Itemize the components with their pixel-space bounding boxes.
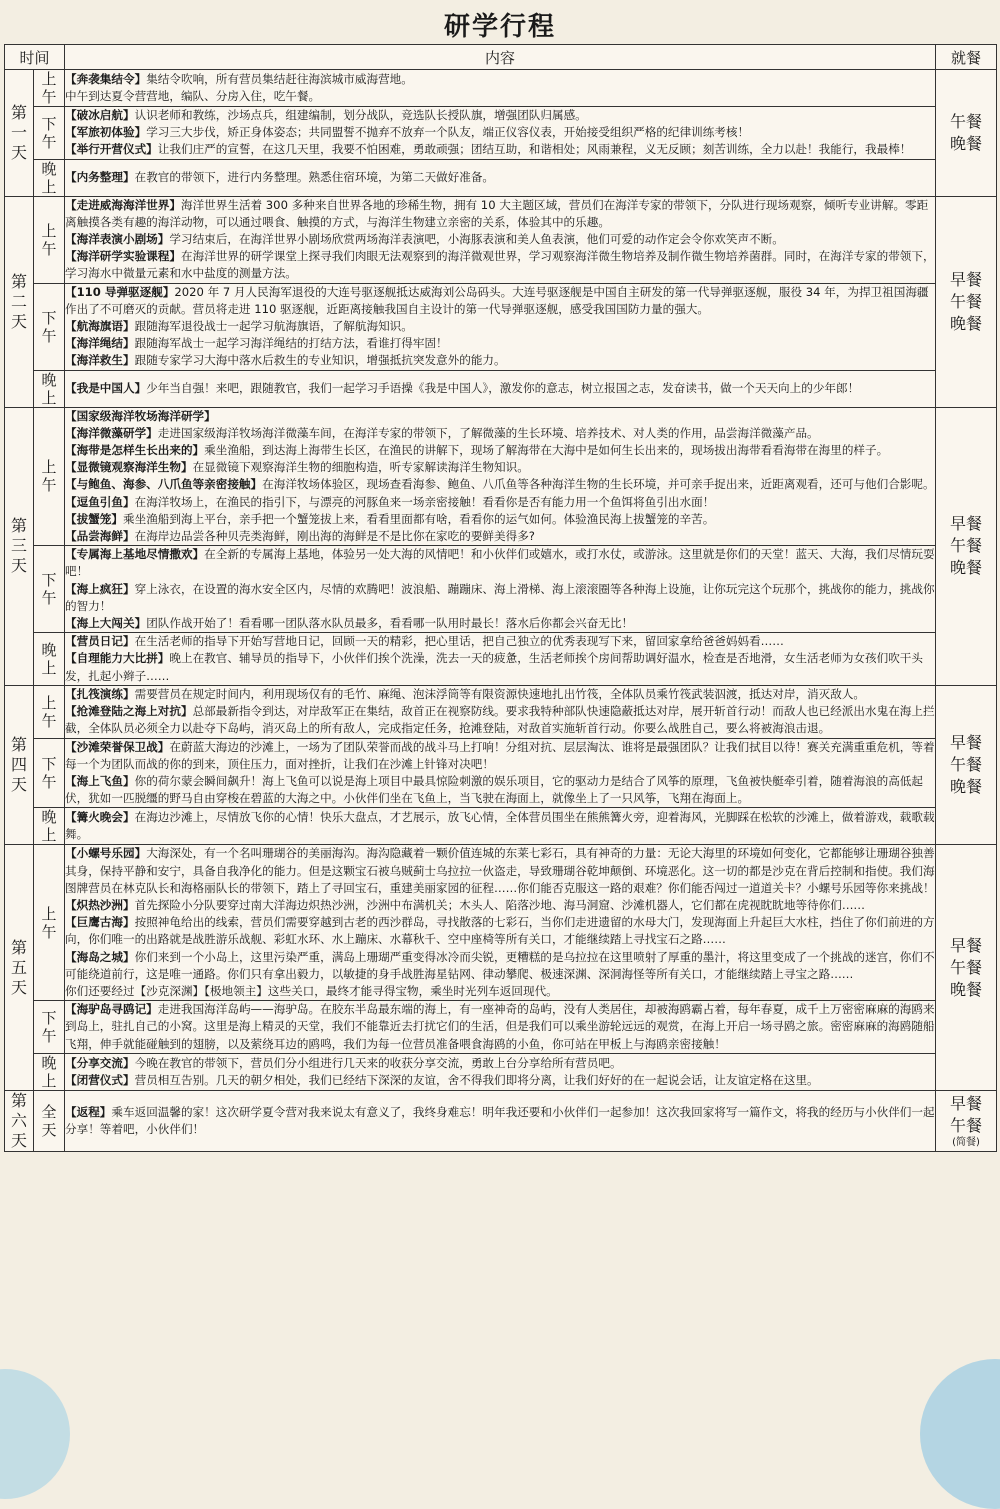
- activity-tag: 【举行开营仪式】: [65, 142, 158, 157]
- period-content: [65, 159, 936, 196]
- activity-tag: 【航海旗语】: [65, 319, 135, 334]
- activity-item: [65, 88, 935, 105]
- activity-tag: 【逗鱼引鱼】: [65, 494, 135, 509]
- period-label: [34, 370, 65, 407]
- activity-tag: 【破冰启航】: [65, 108, 135, 122]
- decorative-wave-bottom-right: [920, 1359, 1000, 1509]
- period-content: [65, 1090, 936, 1151]
- period-label: [34, 159, 65, 196]
- activity-text: 让我们庄严的宣誓，在这几天里，我要不怕困难，勇敢顽强；团结互助，和谐相处；风雨兼程，义无反顾；刻苦训练，全力以赴！我能行，我最棒！: [157, 142, 912, 157]
- activity-item: [65, 1104, 935, 1138]
- activity-item: [65, 442, 935, 459]
- activity-item: [65, 318, 935, 335]
- activity-item: [65, 650, 935, 684]
- activity-item: [65, 845, 935, 897]
- meal-label: 晚餐: [950, 979, 983, 999]
- activity-tag: 【海上大闯关】: [65, 616, 147, 631]
- activity-text: 在全新的专属海上基地，体验另一处大海的风情吧！和小伙伴们或嬉水，或打水仗，或游泳。这里就是你们的天堂！蓝天、大海，我们尽情玩耍吧！: [65, 547, 935, 579]
- activity-item: [65, 1001, 935, 1053]
- activity-text: 今晚在教官的带领下，营员们分小组进行几天来的收获分享交流，勇敢上台分享给所有营员吧。: [134, 1055, 622, 1070]
- period-content: [65, 107, 936, 160]
- period-row: [5, 70, 997, 107]
- activity-item: [65, 914, 935, 948]
- activity-text: 大海深处，有一个名叫珊瑚谷的美丽海沟。海沟隐藏着一颗价值连城的东莱七彩石，具有神奇的力量：无论大海里的环境如何变化，它都能够让珊瑚谷独善其身，保持平静和安宁，具备自我净化的能力。但是这颗宝石被乌贼蓟士乌拉拉一伙盗走，导致珊瑚谷乾坤颠倒、环境恶化。这一切的都是沙克在背后控制和指使。我们海图牌营员在林克队长和海格丽队长的带领下，踏上了寻回宝石，重建美丽家园的征程……你们能否克服这一路的艰难？你们能否闯过一道道关卡？小螺号乐园等你来挑战！: [65, 846, 935, 895]
- period-label: [34, 808, 65, 845]
- activity-tag: 【海驴岛寻鸥记】: [65, 1002, 158, 1017]
- period-content: [65, 546, 936, 633]
- period-label-text: 下午: [41, 308, 57, 345]
- activity-text: 走进我国海洋岛屿——海驴岛。在胶东半岛最东端的海上，有一座神奇的岛屿，没有人类居住，却被海鸥霸占着，每年春夏，成千上万密密麻麻的海鸥来到岛上，驻扎自己的小窝。这里是海上精灵的天堂，我们不能靠近去打扰它们的生活，但是我们可以乘坐游轮远远的观赏，在海上开启一场寻鸥之旅。密密麻麻的海鸥随船飞翔，伸手就能碰触到的翅膀，以及萦绕耳边的鸥鸣，我们为每一位营员准备喂食海鸥的小鱼，你可站在甲板上与海鸥亲密接触！: [65, 1002, 935, 1051]
- activity-tag: 【专属海上基地尽情撒欢】: [65, 547, 205, 562]
- activity-tag: 【拔蟹笼】: [65, 511, 123, 526]
- activity-item: [65, 248, 935, 282]
- activity-tag: 【与鲍鱼、海参、八爪鱼等亲密接触】: [65, 477, 263, 492]
- activity-tag: 【分享交流】: [65, 1055, 135, 1070]
- activity-item: [65, 1072, 935, 1089]
- activity-text: 跟随海军退役战士一起学习航海旗语，了解航海知识。: [134, 319, 413, 334]
- period-label-text: 晚上: [41, 641, 57, 678]
- activity-tag: 【走进威海海洋世界】: [65, 197, 181, 212]
- activity-text: 在海边沙滩上，尽情放飞你的心情！快乐大盘点，才艺展示，放飞心情，全体营员围坐在熊熊篝火旁，迎着海风，光脚踩在松软的沙滩上，做着游戏，载歌载舞。: [65, 810, 935, 842]
- meal-cell: [936, 407, 997, 685]
- activity-item: [65, 425, 935, 442]
- activity-text: 团队作战开始了！看看哪一团队落水队员最多，看看哪一队用时最长！落水后你都会兴奋无比！: [146, 616, 634, 631]
- activity-tag: 【营员日记】: [65, 634, 135, 649]
- activity-item: [65, 897, 935, 914]
- period-row: [5, 808, 997, 845]
- activity-tag: 【海洋微藻研学】: [65, 425, 158, 440]
- activity-text: 乘坐渔船，到达海上海带生长区，在渔民的讲解下，现场了解海带在大海中是如何生长出来的，现场拔出海带看看海带在海里的样子。: [204, 443, 889, 458]
- activity-text: 中午到达夏令营营地，编队、分房入住，吃午餐。: [65, 89, 321, 103]
- period-row: [5, 633, 997, 686]
- activity-tag: 【海带是怎样生长出来的】: [65, 443, 205, 458]
- period-label-text: 上午: [41, 693, 57, 730]
- period-label-text: 晚上: [41, 1053, 57, 1090]
- activity-text: 你的荷尔蒙会瞬间飙升！海上飞鱼可以说是海上项目中最具惊险刺激的娱乐项目，它的驱动力是结合了风筝的原理，飞鱼被快艇牵引着，随着海浪的高低起伏，犹如一匹脱缰的野马自由穿梭在碧蓝的大海之中。小伙伴们坐在飞鱼上，当飞驶在海面上，就像坐上了一只风筝，飞翔在海面上。: [65, 773, 923, 806]
- activity-item: [65, 408, 935, 425]
- activity-item: [65, 352, 935, 369]
- meal-label: 午餐: [950, 755, 983, 775]
- activity-tag: 【海岛之城】: [65, 949, 135, 964]
- day-label-text: 第二天: [10, 271, 27, 331]
- activity-text: 走进国家级海洋牧场海洋微藻车间，在海洋专家的带领下，了解微藻的生长环境、培养技术、对人类的作用，品尝海洋微藻产品。: [157, 425, 819, 440]
- period-row: [5, 407, 997, 546]
- period-row: [5, 370, 997, 407]
- day-label: [5, 407, 34, 685]
- period-content: [65, 685, 936, 738]
- meal-cell: [936, 1090, 997, 1151]
- period-content: [65, 196, 936, 283]
- period-content: [65, 738, 936, 808]
- activity-item: [65, 124, 935, 141]
- activity-item: [65, 380, 935, 397]
- activity-item: [65, 511, 935, 528]
- period-content: [65, 283, 936, 370]
- meal-label: 早餐: [950, 733, 983, 753]
- meal-label: 午餐: [950, 291, 983, 311]
- activity-item: [65, 107, 935, 124]
- period-label: [34, 738, 65, 808]
- meal-cell: [936, 70, 997, 197]
- activity-item: [65, 231, 935, 248]
- period-label: [34, 196, 65, 283]
- meal-cell: [936, 685, 997, 844]
- period-label: [34, 633, 65, 686]
- meal-label: 晚餐: [950, 133, 983, 153]
- activity-text: 在海岸边品尝各种贝壳类海鲜，刚出海的海鲜是不是比你在家吃的要鲜美得多?: [134, 529, 535, 544]
- activity-item: [65, 703, 935, 737]
- activity-item: [65, 1055, 935, 1072]
- period-row: [5, 283, 997, 370]
- day-label: [5, 1090, 34, 1151]
- page-title: 研学行程: [443, 12, 556, 42]
- decorative-wave-bottom-left: [0, 1369, 70, 1499]
- meal-label: 午餐: [950, 957, 983, 977]
- period-label: [34, 1053, 65, 1090]
- activity-item: [65, 459, 935, 476]
- activity-text: 乘坐渔船到海上平台，亲手把一个蟹笼拔上来，看看里面都有啥，看看你的运气如何。体验渔民海上拔蟹笼的辛苦。: [123, 511, 715, 526]
- activity-text: 在生活老师的指导下开始写营地日记，回顾一天的精彩，把心里话，把自己独立的优秀表现写下来，留回家拿给爸爸妈妈看……: [134, 634, 784, 649]
- activity-item: [65, 686, 935, 703]
- activity-item: [65, 773, 935, 807]
- activity-item: [65, 476, 935, 493]
- activity-text: 需要营员在规定时间内，利用现场仅有的毛竹、麻绳、泡沫浮筒等有限资源快速地扎出竹筏，全体队员乘竹筏武装泅渡，抵达对岸，消灭敌人。: [134, 686, 866, 701]
- itinerary-body: [5, 70, 997, 1152]
- period-content: [65, 1053, 936, 1090]
- activity-text: 海洋世界生活着 300 多种来自世界各地的珍稀生物，拥有 10 大主题区域，营员们在海洋专家的带领下，分队进行现场观察，倾听专业讲解。零距离触摸各类有趣的海洋动物，可以通过喂食、触摸的方式，与海洋生物建立亲密的关系，体验其中的乐趣。: [65, 197, 929, 229]
- activity-item: [65, 949, 935, 983]
- header-meal: 就餐: [936, 45, 997, 70]
- activity-tag: 【国家级海洋牧场海洋研学】: [65, 408, 216, 423]
- day-label: [5, 196, 34, 407]
- activity-item: [65, 546, 935, 580]
- period-label-text: 上午: [41, 904, 57, 941]
- period-label: [34, 845, 65, 1001]
- activity-text: 穿上泳衣，在设置的海水安全区内，尽情的欢腾吧！波浪船、蹦蹦床、海上滑梯、海上滚滚圈等各种海上设施，让你玩完这个玩那个，挑战你的能力，挑战你的智力！: [65, 581, 935, 613]
- period-content: [65, 70, 936, 107]
- period-label-text: 下午: [41, 571, 57, 608]
- activity-tag: 【我是中国人】: [65, 381, 147, 396]
- activity-tag: 【海洋研学实验课程】: [65, 249, 181, 264]
- period-label-text: 晚上: [41, 370, 57, 407]
- period-label-text: 晚上: [41, 159, 57, 196]
- activity-item: [65, 197, 935, 231]
- activity-text: 少年当自强！来吧，跟随教官，我们一起学习手语操《我是中国人》，激发你的意志，树立报国之志，发奋读书，做一个天天向上的少年郎！: [146, 381, 860, 396]
- activity-item: [65, 581, 935, 615]
- meal-note: (简餐): [952, 1136, 980, 1148]
- activity-text: 在蔚蓝大海边的沙滩上，一场为了团队荣誉而战的战斗马上打响！分组对抗、层层淘汰、谁将是最强团队？让我们拭目以待！赛关充满重重危机，等着每一个为团队而战的你的到来，顶住压力，面对挫折，让我们在沙滩上针锋对决吧！: [65, 739, 935, 771]
- period-label: [34, 70, 65, 107]
- period-row: [5, 738, 997, 808]
- activity-tag: 【炽热沙洲】: [65, 897, 135, 912]
- period-content: [65, 808, 936, 845]
- period-label-text: 晚上: [41, 808, 57, 845]
- meal-label: 早餐: [950, 269, 983, 289]
- activity-tag: 【巨鹰古海】: [65, 915, 135, 930]
- period-row: [5, 1090, 997, 1151]
- activity-item: [65, 528, 935, 545]
- activity-text: 学习结束后，在海洋世界小剧场欣赏两场海洋表演吧，小海豚表演和美人鱼表演，他们可爱的动作定会令你欢笑声不断。: [169, 232, 784, 247]
- meal-label: 午餐: [950, 1115, 983, 1135]
- period-content: [65, 633, 936, 686]
- activity-item: [65, 809, 935, 843]
- activity-text: 在显微镜下观察海洋生物的细胞构造，听专家解读海洋生物知识。: [192, 460, 529, 475]
- period-content: [65, 407, 936, 546]
- header-row: [5, 45, 997, 70]
- activity-item: [65, 71, 935, 88]
- activity-text: 认识老师和教练，沙场点兵，组建编制，划分战队，竞选队长授队旗，增强团队归属感。: [134, 108, 587, 122]
- activity-item: [65, 284, 935, 318]
- period-label: [34, 107, 65, 160]
- period-label-text: 下午: [41, 754, 57, 791]
- period-row: [5, 107, 997, 160]
- activity-text: 在教官的带领下，进行内务整理。熟悉住宿环境，为第二天做好准备。: [134, 170, 495, 184]
- meal-label: 晚餐: [950, 777, 983, 797]
- day-label: [5, 685, 34, 844]
- activity-item: [65, 169, 935, 186]
- activity-tag: 【内务整理】: [65, 170, 135, 184]
- day-label-text: 第六天: [10, 1090, 27, 1150]
- activity-tag: 【海洋表演小剧场】: [65, 232, 170, 247]
- activity-tag: 【110 导弹驱逐舰】: [65, 284, 175, 299]
- period-label: [34, 1090, 65, 1151]
- period-row: [5, 546, 997, 633]
- period-label-text: 上午: [41, 70, 57, 106]
- activity-text: 学习三大步伐，矫正身体姿态；共同盟誓不抛弃不放弃一个队友，端正仪容仪表，开始接受组织严格的纪律训练考核！: [146, 125, 750, 140]
- activity-item: [65, 615, 935, 632]
- meal-label: 早餐: [950, 1093, 983, 1113]
- period-label-text: 下午: [41, 114, 57, 151]
- activity-tag: 【沙滩荣誉保卫战】: [65, 739, 170, 754]
- period-label: [34, 407, 65, 546]
- activity-text: 总部最新指令到达，对岸敌军正在集结，敌首正在视察防线。要求我特种部队快速隐蔽抵达对岸，展开斩首行动！而敌人也已经派出水鬼在海上拦截，全体队员必须全力以赴夺下岛屿，消灭岛上的所有敌人，完成指定任务，抢滩登陆，对敌首实施斩首行动。你要么战胜自己，要么将被海浪击退。: [65, 704, 935, 736]
- day-label-text: 第四天: [10, 735, 27, 795]
- period-label: [34, 546, 65, 633]
- period-label-text: 上午: [41, 458, 57, 495]
- period-row: [5, 196, 997, 283]
- day-label-text: 第五天: [10, 937, 27, 997]
- activity-item: [65, 983, 935, 1000]
- period-label: [34, 685, 65, 738]
- meal-label: 午餐: [950, 111, 983, 131]
- activity-tag: 【奔袭集结令】: [65, 71, 147, 86]
- activity-text: 跟随海军战士一起学习海洋绳结的打结方法，看谁打得牢固！: [134, 336, 448, 351]
- day-label: [5, 845, 34, 1090]
- period-label-text: 全天: [41, 1102, 57, 1139]
- activity-text: 你们还要经过【沙克深渊】【极地领主】这些关口，最终才能寻得宝物，乘坐时光列车返回现代。: [65, 983, 558, 998]
- meal-label: 晚餐: [950, 558, 983, 578]
- activity-tag: 【海洋救生】: [65, 353, 135, 368]
- activity-tag: 【海上飞鱼】: [65, 773, 135, 788]
- period-row: [5, 1053, 997, 1090]
- activity-item: [65, 739, 935, 773]
- activity-tag: 【篝火晚会】: [65, 810, 135, 825]
- activity-tag: 【品尝海鲜】: [65, 529, 135, 544]
- meal-label: 午餐: [950, 536, 983, 556]
- activity-tag: 【小螺号乐园】: [65, 846, 147, 861]
- period-row: [5, 159, 997, 196]
- period-row: [5, 1001, 997, 1054]
- activity-tag: 【军旅初体验】: [65, 125, 147, 140]
- period-row: [5, 845, 997, 1001]
- period-label: [34, 283, 65, 370]
- period-content: [65, 845, 936, 1001]
- meal-label: 早餐: [950, 935, 983, 955]
- day-label: [5, 70, 34, 197]
- activity-tag: 【海上疯狂】: [65, 581, 135, 596]
- period-label-text: 下午: [41, 1008, 57, 1045]
- period-row: [5, 685, 997, 738]
- meal-label: 早餐: [950, 514, 983, 534]
- period-label: [34, 1001, 65, 1054]
- activity-item: [65, 335, 935, 352]
- activity-text: 晚上在教官、辅导员的指导下，小伙伴们挨个洗澡，洗去一天的疲惫，生活老师挨个房间帮助调好温水，检查是否地滑，女生活老师为女孩们吹干头发，扎起小辫子……: [65, 651, 923, 683]
- meal-label: 晚餐: [950, 313, 983, 333]
- period-content: [65, 370, 936, 407]
- activity-text: 你们来到一个小岛上，这里污染严重，满岛上珊瑚严重变得冰冷而尖锐，更糟糕的是乌拉拉在这里喷射了厚重的墨汁，将这里变成了一个挑战的迷宫，你们不可能绕道前行，这是唯一通路。你们只有拿出毅力，以敏捷的身手战胜海星钻网、律动攀爬、极速深渊、深洞海怪等所有关口，才能继续踏上寻宝之路……: [65, 949, 935, 981]
- activity-text: 在海洋牧场上，在渔民的指引下，与漂亮的河豚鱼来一场亲密接触！看看你是否有能力用一个鱼饵将鱼引出水面！: [134, 494, 715, 509]
- header-content: 内容: [65, 45, 936, 70]
- activity-text: 2020 年 7 月人民海军退役的大连号驱逐舰抵达威海刘公岛码头。大连号驱逐舰是中国自主研发的第一代导弹驱逐舰，服役 34 年，为捍卫祖国海疆作出了不可磨灭的贡献。营员将走进 110 驱逐舰，近距离接触我国自主设计的第一代导弹驱逐舰，感受我国国防力量的强大。: [65, 284, 929, 316]
- activity-text: 集结令吹响，所有营员集结赶往海滨城市威海营地。: [146, 71, 413, 86]
- meal-cell: [936, 196, 997, 407]
- activity-tag: 【闭营仪式】: [65, 1072, 135, 1087]
- activity-text: 首先探险小分队要穿过南大洋海边炽热沙洲，沙洲中布满机关；木头人、陷落沙地、海马洞窟、沙滩机器人，它们都在虎视眈眈地等待你们……: [134, 897, 866, 912]
- activity-tag: 【自理能力大比拼】: [65, 651, 170, 666]
- itinerary-table: [4, 44, 997, 1152]
- period-label-text: 上午: [41, 221, 57, 258]
- day-label-text: 第三天: [10, 516, 27, 576]
- activity-tag: 【显微镜观察海洋生物】: [65, 460, 193, 475]
- activity-item: [65, 494, 935, 511]
- activity-text: 乘车返回温馨的家！这次研学夏令营对我来说太有意义了，我终身难忘！明年我还要和小伙伴们一起参加！这次我回家将写一篇作文，将我的经历与小伙伴们一起分享！等着吧，小伙伴们！: [65, 1104, 935, 1136]
- meal-cell: [936, 845, 997, 1090]
- header-time: 时间: [5, 45, 65, 70]
- day-label-text: 第一天: [10, 102, 27, 162]
- activity-tag: 【抢滩登陆之海上对抗】: [65, 704, 193, 719]
- activity-text: 在海洋牧场体验区，现场查看海参、鲍鱼、八爪鱼等各种海洋生物的生长环境，并可亲手捉出来，近距离观看，还可与他们合影呢。: [262, 477, 935, 492]
- activity-text: 跟随专家学习大海中落水后救生的专业知识，增强抵抗突发意外的能力。: [134, 353, 506, 368]
- activity-tag: 【扎筏演练】: [65, 686, 135, 701]
- activity-tag: 【返程】: [65, 1104, 112, 1119]
- activity-item: [65, 633, 935, 650]
- activity-text: 营员相互告别。几天的朝夕相处，我们已经结下深深的友谊，舍不得我们即将分离，让我们好好的在一起说会话，让友谊定格在这里。: [134, 1072, 819, 1087]
- activity-item: [65, 141, 935, 158]
- activity-tag: 【海洋绳结】: [65, 336, 135, 351]
- period-content: [65, 1001, 936, 1054]
- activity-text: 在海洋世界的研学课堂上探寻我们肉眼无法观察到的海洋微观世界，学习观察海洋微生物培养及制作微生物培养菌群。同时，在海洋专家的带领下，学习海水中微量元素和水中盐度的测量方法。: [65, 249, 935, 281]
- activity-text: 按照神龟给出的线索，营员们需要穿越到古老的西沙群岛，寻找散落的七彩石，当你们走进遗留的水母大门，发现海面上升起巨大水柱，挡住了你们前进的方向，你们唯一的出路就是战胜游乐战舰、彩虹水环、水上蹦床、水幕秋千、空中座椅等所有关口，才能继续踏上寻找宝石之路……: [65, 915, 935, 947]
